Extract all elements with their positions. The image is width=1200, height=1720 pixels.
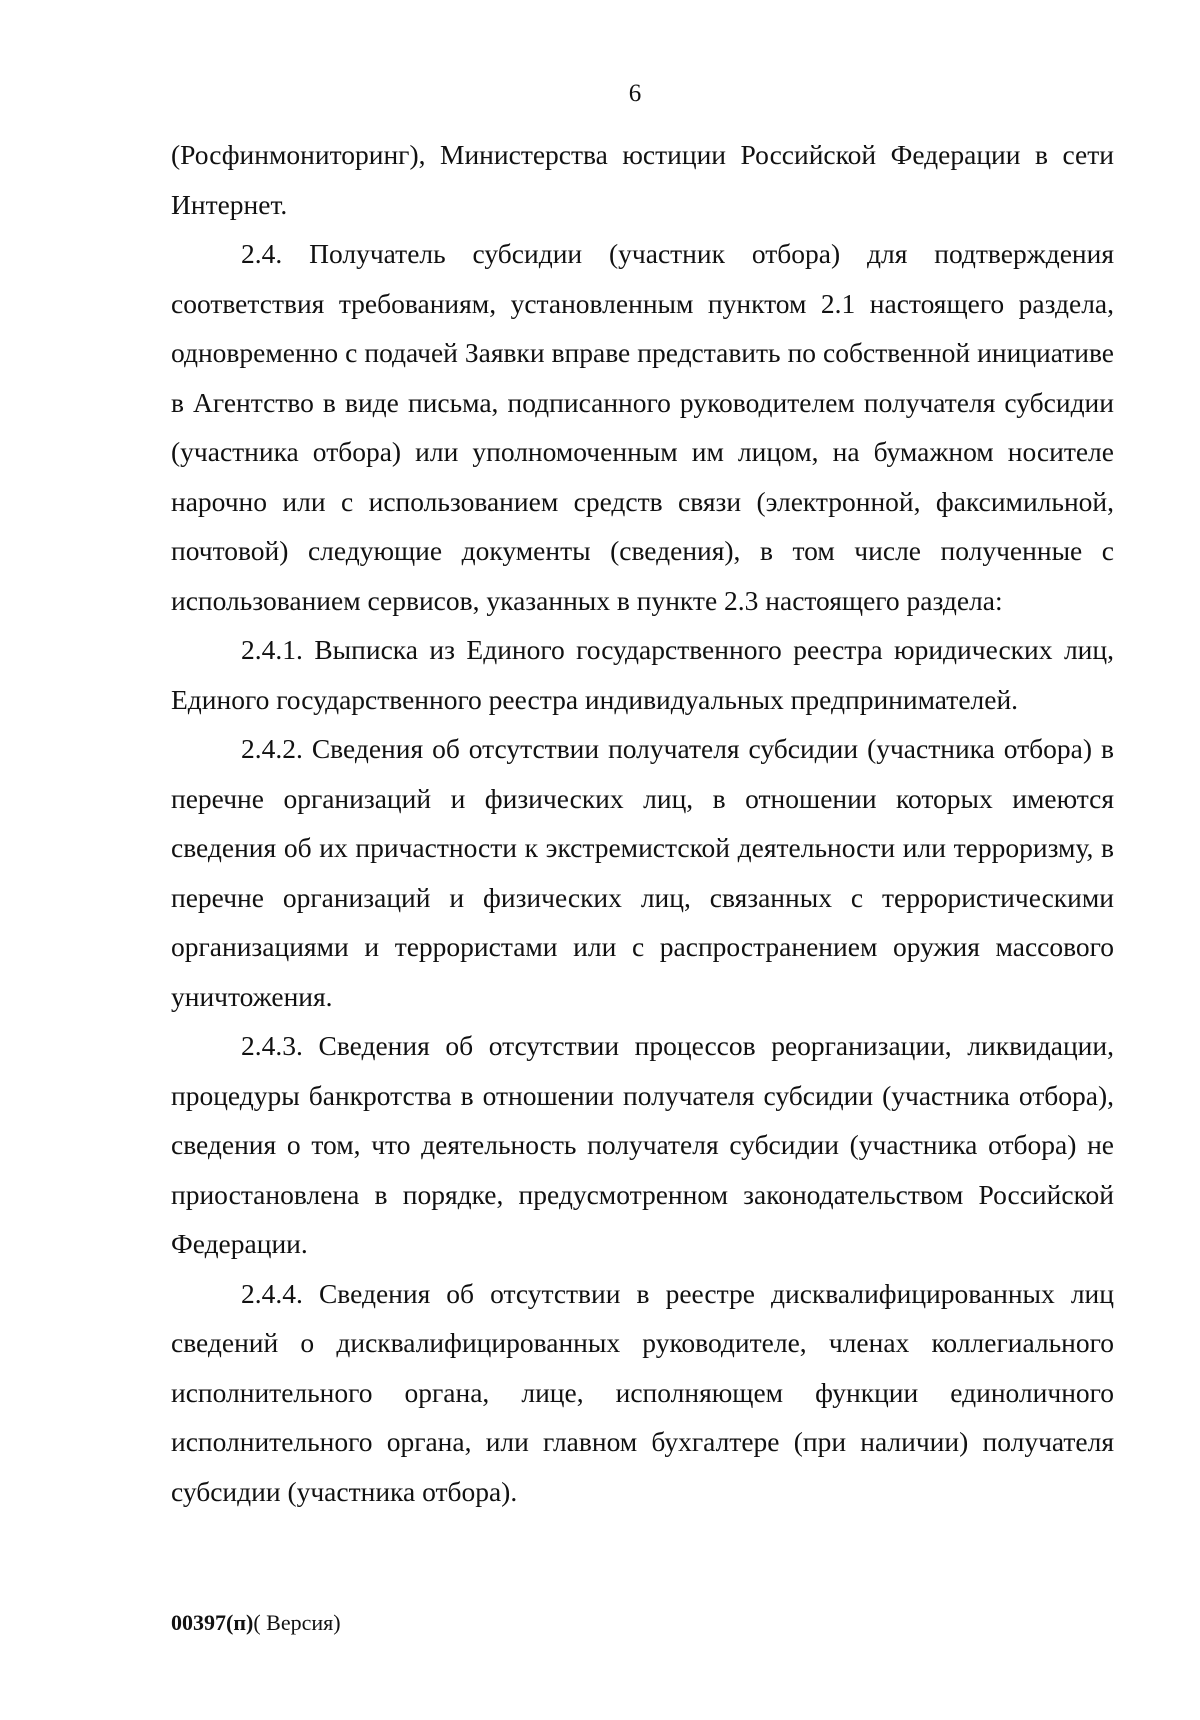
document-code: 00397(п) — [171, 1610, 254, 1635]
paragraph-2-4: 2.4. Получатель субсидии (участник отбора) для подтверждения соответствия требованиям, установленным пунктом 2.1 настоящего раздела, одновременно с подачей Заявки вправе представить по собственной инициативе в Агентство в виде письма, подписанного руководителем получателя субсидии (участника отбора) или уполномоченным им лицом, на бумажном носителе нарочно или с использованием средств связи (электронной, факсимильной, почтовой) следующие документы (сведения), в том числе полученные с использованием сервисов, указанных в пункте 2.3 настоящего раздела: — [171, 238, 1114, 616]
paragraph-2-4-2: 2.4.2. Сведения об отсутствии получателя субсидии (участника отбора) в перечне организаций и физических лиц, в отношении которых имеются сведения об их причастности к экстремистской деятельности или терроризму, в перечне организаций и физических лиц, связанных с террористическими организациями и террористами или с распространением оружия массового уничтожения. — [171, 733, 1114, 1012]
paragraph-2-4-1: 2.4.1. Выписка из Единого государственного реестра юридических лиц, Единого государственного реестра индивидуальных предпринимателей. — [171, 634, 1114, 715]
document-body — [171, 130, 1114, 1516]
paragraph-2-4-4: 2.4.4. Сведения об отсутствии в реестре дисквалифицированных лиц сведений о дисквалифицированных руководителе, членах коллегиального исполнительного органа, лице, исполняющем функции единоличного исполнительного органа, или главном бухгалтере (при наличии) получателя субсидии (участника отбора). — [171, 1277, 1114, 1507]
paragraph-2-4-3: 2.4.3. Сведения об отсутствии процессов реорганизации, ликвидации, процедуры банкротства в отношении получателя субсидии (участника отбора), сведения о том, что деятельность получателя субсидии (участника отбора) не приостановлена в порядке, предусмотренном законодательством Российской Федерации. — [171, 1030, 1114, 1259]
paragraph-continuation: (Росфинмониторинг), Министерства юстиции Российской Федерации в сети Интернет. — [171, 139, 1114, 220]
page-number: 6 — [628, 80, 642, 107]
document-version: ( Версия) — [253, 1610, 341, 1635]
document-footer — [171, 1610, 341, 1636]
